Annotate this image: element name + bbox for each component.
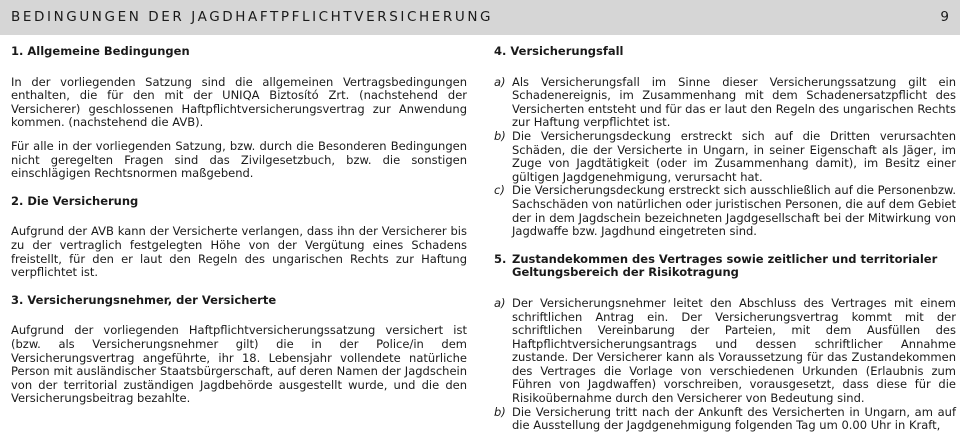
section-1-paragraph-2: Für alle in der vorliegenden Satzung, bzw. durch die Besonderen Bedingungen nicht geregelten Fragen sind das Zivilgesetzbuch, bzw. die sonstigen einschlägigen Rechtsnormen maßgebend.	[11, 138, 467, 181]
list-item-label: c)	[494, 183, 505, 198]
section-2-paragraph: Aufgrund der AVB kann der Versicherte verlangen, dass ihn der Versicherer bis zu der vertraglich festgelegten Höhe von der Vergütung eines Schadens freistellt, für den er laut den Regeln des ungarischen Rechts zur Haftung verpflichtet ist.	[11, 224, 467, 280]
list-item	[494, 130, 956, 184]
page-header	[0, 0, 960, 35]
list-item-label: a)	[494, 74, 506, 89]
section-5-heading-line-1: Zustandekommen des Vertrages sowie zeitlicher und territorialer	[512, 251, 938, 266]
list-item-label: b)	[494, 128, 506, 143]
left-column	[11, 45, 467, 406]
list-item-text: Die Versicherungsdeckung erstreckt sich auf die Dritten verursachten Schäden, die der Versicherte in Ungarn, in seiner Eigenschaft als Jäger, im Zuge von Jagdtätigkeit (oder im Zusammenhang damit), im Besitz einer gültigen Jagdgenehmigung, verursacht hat.	[512, 128, 956, 184]
list-item-text: Der Versicherungsnehmer leitet den Abschluss des Vertrages mit einem schriftlichen Antrag ein. Der Versicherungsvertrag kommt mit der schriftlichen Vereinbarung der Parteien, mit dem Ausfüllen des Haftpflichtversicherungsantrags und dessen schriftlicher Annahme zustande. Der Versicherer kann als Voraussetzung für das Zustandekommen des Vertrages die Vorlage von verschiedenen Urkunden (Erlaubnis zum Führen von Jagdwaffen) vorschreiben, vorausgesetzt, dass diese für die Risikoübernahme durch den Versicherer von Bedeutung sind.	[512, 295, 956, 406]
section-5-heading-line-2: Geltungsbereich der Risikotragung	[512, 265, 739, 280]
list-item-label: b)	[494, 404, 506, 419]
list-item	[494, 406, 956, 433]
section-3-paragraph: Aufgrund der vorliegenden Haftpflichtversicherungssatzung versichert ist (bzw. als Versicherungsnehmer gilt) die in der Police/in dem Versicherungsvertrag angeführte, ihr 18. Lebensjahr vollendete natürliche Person mit ausländischer Staatsbürgerschaft, auf deren Namen der Jagdschein von der territorial zuständigen Jagdbehörde ausgestellt wurde, und die den Versicherungsbeitrag bezahlte.	[11, 323, 467, 406]
section-5-number: 5.	[494, 251, 507, 266]
section-5-heading	[494, 253, 956, 280]
section-3-heading: 3. Versicherungsnehmer, der Versicherte	[11, 292, 277, 307]
list-item	[494, 76, 956, 130]
section-4-heading: 4. Versicherungsfall	[494, 44, 624, 58]
section-2-heading: 2. Die Versicherung	[11, 193, 139, 208]
section-1-heading: 1. Allgemeine Bedingungen	[11, 44, 190, 58]
right-column	[494, 45, 956, 433]
page-number: 9	[940, 9, 949, 25]
list-item-text: Als Versicherungsfall im Sinne dieser Versicherungssatzung gilt ein Schadenereignis, im Zusammenhang mit dem Schadenersatzpflicht des Versicherten entsteht und für das er laut den Regeln des ungarischen Rechts zur Haftung verpflichtet ist.	[512, 74, 956, 130]
list-item-text: Die Versicherungsdeckung erstreckt sich ausschließlich auf die Personenbzw. Sachschäden von natürlichen oder juristischen Personen, die auf dem Gebiet der in dem Jagdschein bezeichneten Jagdgesellschaft bei der Mitwirkung von Jagdwaffe bzw. Jagdhund eingetreten sind.	[512, 183, 956, 239]
header-title: BEDINGUNGEN DER JAGDHAFTPFLICHTVERSICHERUNG	[11, 9, 494, 25]
list-item-label: a)	[494, 295, 506, 310]
list-item	[494, 184, 956, 238]
list-item	[494, 297, 956, 406]
section-1-paragraph-1: In der vorliegenden Satzung sind die allgemeinen Vertragsbedingungen enthalten, die für den mit der UNIQA Biztosító Zrt. (nachstehend der Versicherer) geschlossenen Haftpflichtversicherungsvertrag zur Anwendung kommen. (nachstehend die AVB).	[11, 74, 467, 130]
list-item-text: Die Versicherung tritt nach der Ankunft des Versicherten in Ungarn, am auf die Ausstellung der Jagdgenehmigung folgenden Tag um 0.00 Uhr in Kraft,	[512, 404, 956, 433]
